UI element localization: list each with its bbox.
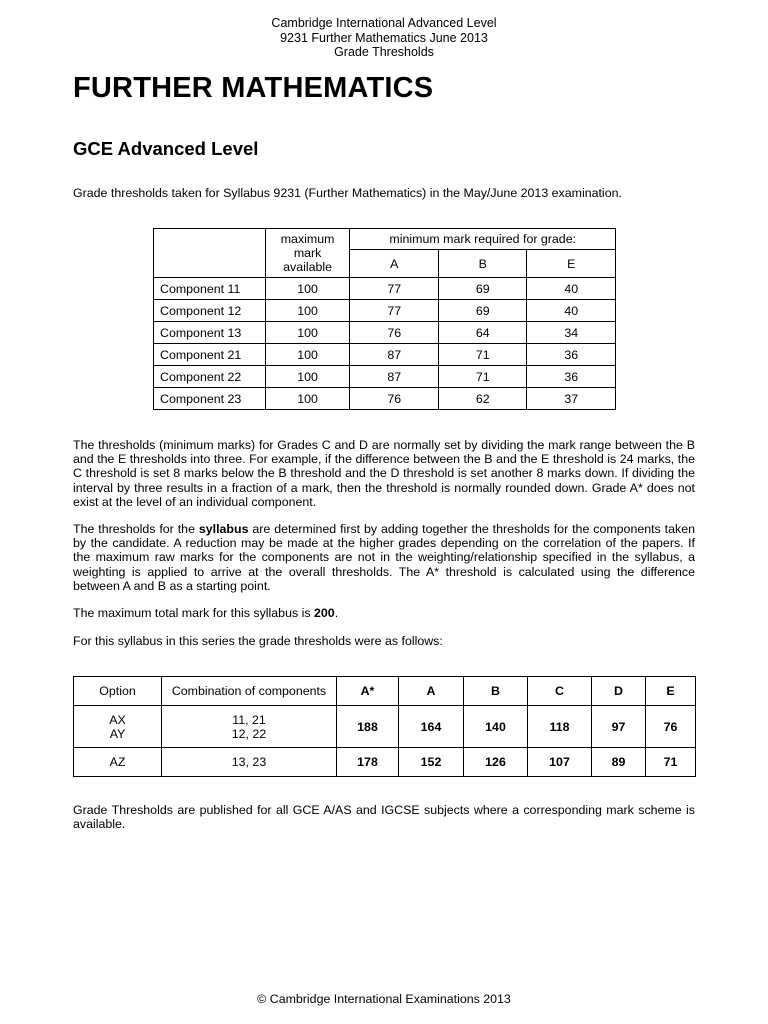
max-mark: 100 — [265, 366, 350, 388]
grade-e-mark: 36 — [527, 344, 616, 366]
option-code: AX — [109, 712, 126, 727]
threshold-b: 126 — [464, 748, 528, 777]
grade-b-mark: 69 — [438, 300, 526, 322]
bold-max-total: 200 — [314, 606, 335, 620]
max-mark: 100 — [265, 388, 350, 410]
table-row — [154, 300, 616, 322]
threshold-a-star: 188 — [337, 706, 399, 748]
intro-paragraph: Grade thresholds taken for Syllabus 9231 (Further Mathematics) in the May/June 2013 examination. — [73, 186, 622, 200]
table-row — [74, 706, 696, 748]
copyright-footer: © Cambridge International Examinations 2013 — [257, 992, 511, 1006]
max-mark: 100 — [265, 322, 350, 344]
option-cell — [74, 706, 162, 748]
threshold-e: 76 — [646, 706, 696, 748]
max-mark: 100 — [265, 278, 350, 300]
component-name: Component 13 — [154, 322, 266, 344]
grade-e-mark: 36 — [527, 366, 616, 388]
grade-a-mark: 87 — [350, 366, 438, 388]
threshold-b: 140 — [464, 706, 528, 748]
component-name: Component 12 — [154, 300, 266, 322]
component-name: Component 21 — [154, 344, 266, 366]
grade-b-mark: 69 — [438, 278, 526, 300]
grade-header-a-star: A* — [337, 677, 399, 706]
grade-header-d: D — [592, 677, 646, 706]
paragraph-max-total — [73, 606, 695, 620]
paragraph-syllabus-thresholds — [73, 522, 695, 593]
bold-syllabus: syllabus — [198, 522, 249, 536]
grade-header-e: E — [527, 250, 616, 278]
component-thresholds-table — [153, 228, 616, 410]
table-row — [154, 322, 616, 344]
paragraph-text: The thresholds for the — [73, 522, 199, 536]
option-header: Option — [74, 677, 162, 706]
grade-a-mark: 76 — [350, 388, 438, 410]
page-subtitle: GCE Advanced Level — [73, 138, 259, 159]
table-row — [154, 366, 616, 388]
table-row — [154, 344, 616, 366]
component-name: Component 23 — [154, 388, 266, 410]
threshold-a-star: 178 — [337, 748, 399, 777]
table-row — [74, 748, 696, 777]
option-code: AZ — [109, 755, 126, 769]
max-mark-header — [265, 229, 350, 278]
max-mark-header-line-2: mark — [293, 246, 322, 260]
threshold-c: 107 — [528, 748, 592, 777]
paragraph-grades-c-d: The thresholds (minimum marks) for Grades C and D are normally set by dividing the mark range between the B and the E thresholds into three. For example, if the difference between the B and the E threshold is 24 marks, the C threshold is set 8 marks below the B threshold and the D threshold is set another 8 marks down. If dividing the interval by three results in a fraction of a mark, then the threshold is normally rounded down. Grade A* does not exist at the level of an individual component. — [73, 438, 695, 509]
grade-a-mark: 77 — [350, 278, 438, 300]
option-cell — [74, 748, 162, 777]
max-mark: 100 — [265, 344, 350, 366]
threshold-d: 97 — [592, 706, 646, 748]
combination-value: 13, 23 — [231, 755, 267, 769]
grade-a-mark: 76 — [350, 322, 438, 344]
table-row — [154, 278, 616, 300]
grade-a-mark: 87 — [350, 344, 438, 366]
header-line-3: Grade Thresholds — [334, 45, 434, 59]
component-name: Component 11 — [154, 278, 266, 300]
grade-e-mark: 40 — [527, 300, 616, 322]
option-code: AY — [109, 726, 126, 741]
threshold-a: 152 — [399, 748, 464, 777]
grade-header-c: C — [528, 677, 592, 706]
grade-header-e: E — [646, 677, 696, 706]
min-mark-header: minimum mark required for grade: — [350, 229, 616, 250]
grade-header-a: A — [399, 677, 464, 706]
max-mark-header-line-3: available — [283, 260, 333, 274]
combination-value: 12, 22 — [231, 726, 267, 741]
max-mark-header-line-1: maximum — [280, 232, 335, 246]
header-line-1: Cambridge International Advanced Level — [271, 16, 497, 30]
header-line-2: 9231 Further Mathematics June 2013 — [280, 30, 488, 45]
paragraph-text: are determined first by adding together the thresholds for the components taken by the candidate. A reduction may be made at the higher grades depending on the correlation of the papers. If the maximum raw marks for the components are not in the weighting/relationship specified in the syllabus, a weighting is applied to arrive at the overall thresholds. The A* threshold is calculated using the difference between A and B as a starting point. — [73, 522, 695, 593]
table-row — [154, 388, 616, 410]
document-header — [0, 16, 768, 60]
grade-header-b: B — [464, 677, 528, 706]
grade-b-mark: 71 — [438, 344, 526, 366]
combination-header: Combination of components — [162, 677, 337, 706]
grade-b-mark: 62 — [438, 388, 526, 410]
grade-e-mark: 37 — [527, 388, 616, 410]
grade-e-mark: 40 — [527, 278, 616, 300]
grade-b-mark: 64 — [438, 322, 526, 344]
paragraph-series-intro: For this syllabus in this series the grade thresholds were as follows: — [73, 634, 443, 648]
combination-cell — [162, 706, 337, 748]
paragraph-text: . — [334, 606, 339, 620]
grade-e-mark: 34 — [527, 322, 616, 344]
page-title: FURTHER MATHEMATICS — [73, 72, 434, 104]
threshold-c: 118 — [528, 706, 592, 748]
table-corner-cell — [154, 229, 266, 278]
grade-header-a: A — [350, 250, 438, 278]
max-mark: 100 — [265, 300, 350, 322]
threshold-a: 164 — [399, 706, 464, 748]
component-name: Component 22 — [154, 366, 266, 388]
option-thresholds-table — [73, 676, 696, 777]
combination-cell — [162, 748, 337, 777]
grade-header-b: B — [438, 250, 526, 278]
threshold-e: 71 — [646, 748, 696, 777]
paragraph-publication-note: Grade Thresholds are published for all GCE A/AS and IGCSE subjects where a corresponding mark scheme is available. — [73, 803, 695, 832]
combination-value: 11, 21 — [232, 712, 266, 727]
paragraph-text: The maximum total mark for this syllabus is — [73, 606, 314, 620]
grade-b-mark: 71 — [438, 366, 526, 388]
grade-a-mark: 77 — [350, 300, 438, 322]
threshold-d: 89 — [592, 748, 646, 777]
